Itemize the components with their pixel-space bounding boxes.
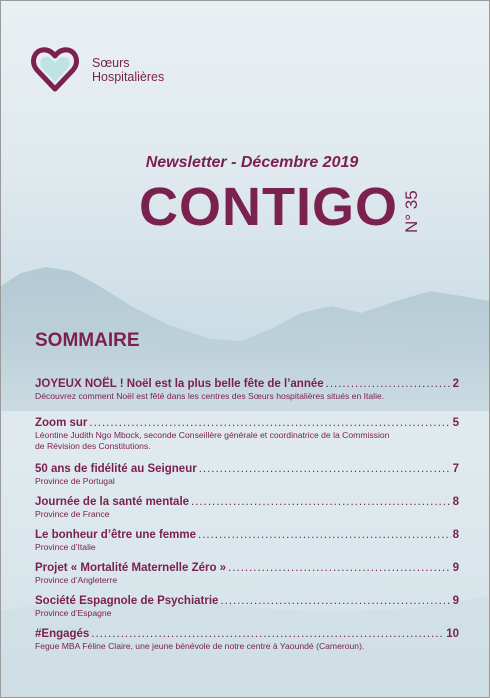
toc-entry-title: Projet « Mortalité Maternelle Zéro » — [35, 562, 227, 574]
newsletter-title: CONTIGO — [139, 177, 398, 237]
toc-entry-desc: Province d’Italie — [35, 542, 96, 552]
toc-entry-desc: Province de France — [35, 509, 110, 519]
toc-entry-desc: Fegue MBA Féline Claire, une jeune bénévole de notre centre à Yaoundé (Cameroun). — [35, 641, 365, 651]
toc-entry-page: 10 — [446, 628, 459, 640]
toc-entry-desc: Découvrez comment Noël est fêté dans les centres des Sœurs hospitalières situés en Italie. — [35, 391, 385, 401]
toc-entry-page: 9 — [452, 562, 459, 574]
toc-entry-desc: Léontine Judith Ngo Mbock, seconde Conseillère générale et coordinatrice de la Commission — [35, 430, 390, 440]
issue-number: N° 35 — [402, 190, 421, 233]
toc-entry-title: Société Espagnole de Psychiatrie — [35, 595, 219, 607]
brand-line-1: Sœurs — [92, 56, 130, 70]
toc-entry[interactable] — [35, 416, 459, 462]
toc-leader-dots — [220, 594, 450, 608]
toc-leader-dots — [198, 528, 451, 542]
toc-entry[interactable] — [35, 377, 459, 416]
newsletter-date: Newsletter - Décembre 2019 — [145, 154, 359, 171]
toc-entry-desc-line2: de Révision des Constitutions. — [35, 440, 151, 451]
toc-entry-title: JOYEUX NOËL ! Noël est la plus belle fête de l’année — [35, 378, 324, 390]
toc-entry-page: 2 — [452, 378, 459, 390]
toc-entry-page: 8 — [452, 496, 459, 508]
toc-entry-page: 5 — [452, 417, 459, 429]
toc-entry[interactable] — [35, 528, 459, 561]
sommaire-heading: SOMMAIRE — [35, 330, 140, 351]
toc-entry-page: 9 — [452, 595, 459, 607]
toc-entry-page: 8 — [452, 529, 459, 541]
toc-entry-title: Le bonheur d’être une femme — [35, 529, 197, 541]
toc-entry-desc: Province d’Espagne — [35, 608, 112, 618]
toc-entry[interactable] — [35, 627, 459, 660]
toc-entry-title: 50 ans de fidélité au Seigneur — [35, 463, 197, 475]
toc-entry-title: Zoom sur — [35, 417, 88, 429]
toc-leader-dots — [326, 377, 451, 391]
toc-entry-title: #Engagés — [35, 628, 90, 640]
toc-leader-dots — [89, 416, 450, 430]
toc-leader-dots — [91, 627, 444, 641]
toc-entry-title: Journée de la santé mentale — [35, 496, 190, 508]
brand-line-2: Hospitalières — [92, 70, 165, 84]
toc-entry[interactable] — [35, 462, 459, 495]
toc-entry[interactable] — [35, 495, 459, 528]
toc-entry-desc: Province d’Angleterre — [35, 575, 118, 585]
brand-name — [92, 56, 164, 84]
toc-leader-dots — [191, 495, 451, 509]
issue-number-wrap — [402, 190, 446, 251]
heart-logo-icon — [31, 43, 79, 93]
toc-entry-page: 7 — [452, 463, 459, 475]
table-of-contents — [35, 377, 459, 660]
toc-leader-dots — [228, 561, 451, 575]
toc-leader-dots — [199, 462, 451, 476]
toc-entry-desc: Province de Portugal — [35, 476, 115, 486]
toc-entry[interactable] — [35, 594, 459, 627]
toc-entry[interactable] — [35, 561, 459, 594]
